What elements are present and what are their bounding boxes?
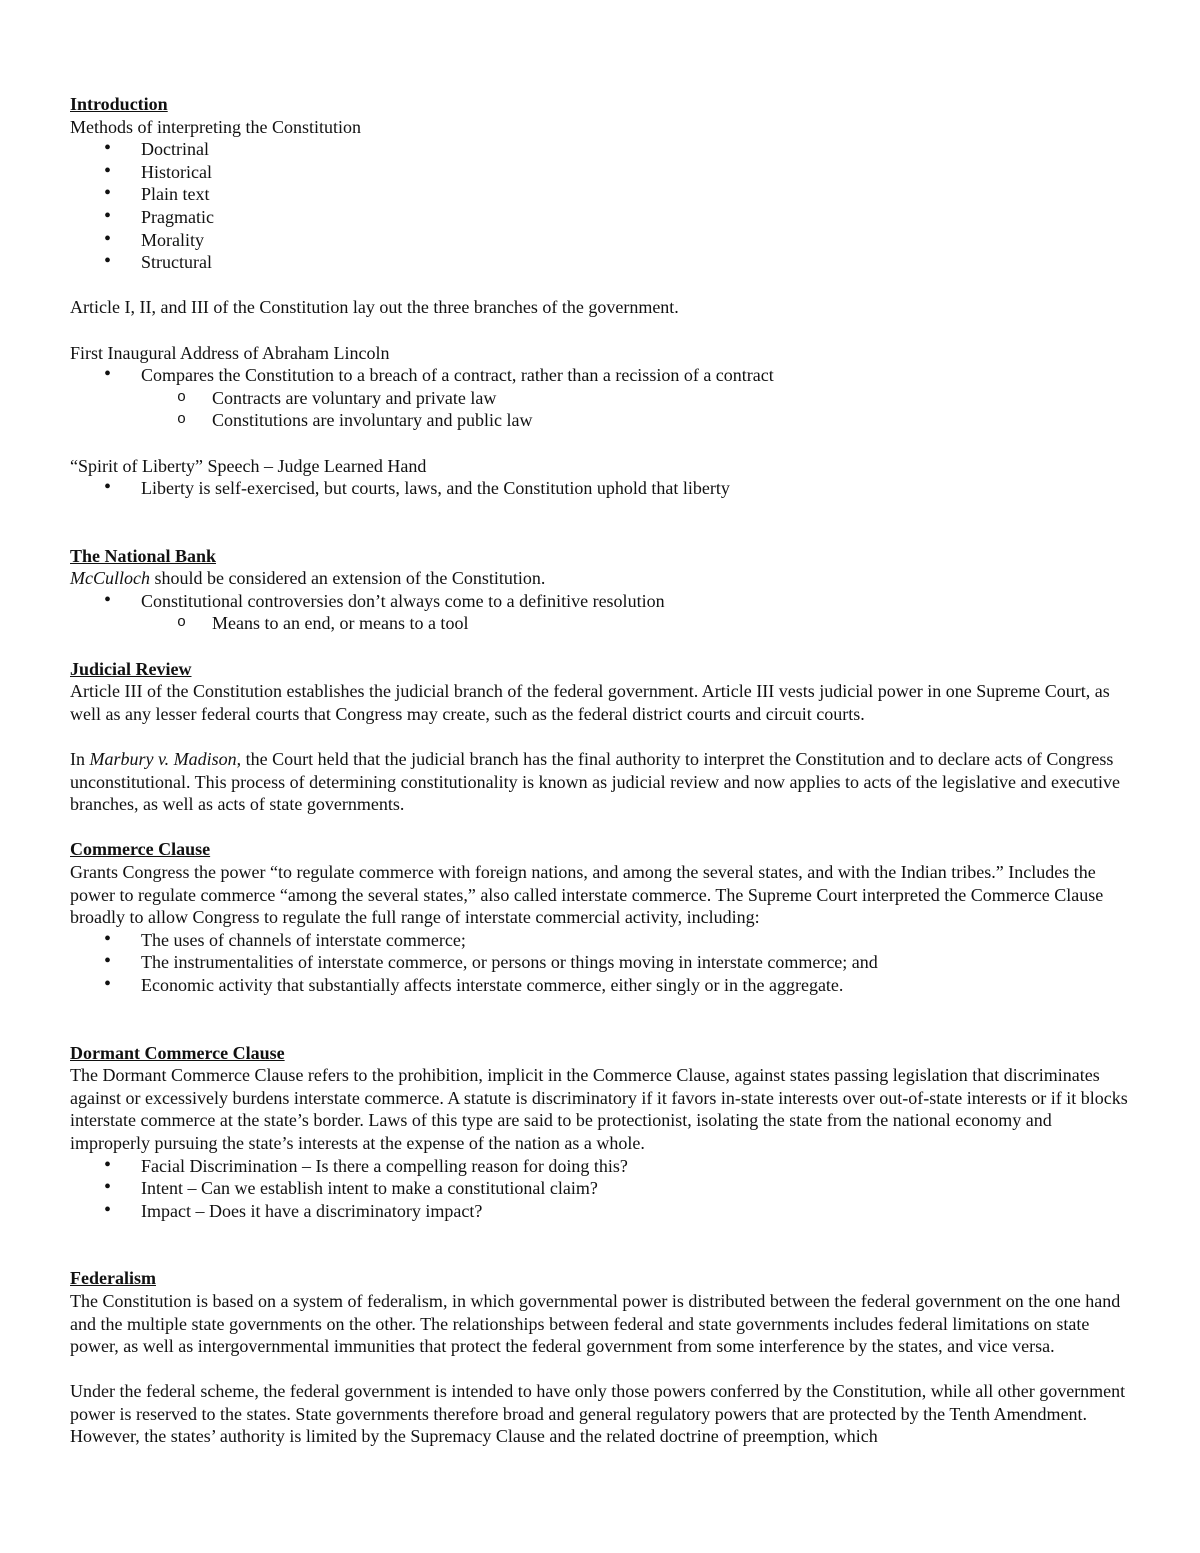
section-heading-national-bank: The National Bank bbox=[70, 545, 217, 566]
document-body bbox=[70, 93, 1135, 1448]
lincoln-sublist bbox=[70, 387, 1135, 432]
review-paragraph-2 bbox=[70, 748, 1135, 816]
section-heading-introduction: Introduction bbox=[70, 94, 168, 114]
federalism-paragraph-1: The Constitution is based on a system of federalism, in which governmental power is distributed between the federal government on the one hand and the multiple state governments on the other. The relationships between federal and state governments includes federal limitations on state power, as well as intergovernmental immunities that protect the federal government from some interference by the states, and vice versa. bbox=[70, 1290, 1121, 1357]
list-item: • Morality bbox=[70, 229, 1135, 252]
section-heading-federalism: Federalism bbox=[70, 1268, 156, 1289]
section-heading-commerce-clause: Commerce Clause bbox=[70, 839, 211, 860]
sub-list-item: o Means to an end, or means to a tool bbox=[70, 612, 1135, 635]
hand-title: “Spirit of Liberty” Speech – Judge Learned Hand bbox=[70, 455, 427, 476]
list-item: • The instrumentalities of interstate commerce, or persons or things moving in interstate commerce; and bbox=[70, 951, 1135, 974]
section-heading-dormant-commerce-clause: Dormant Commerce Clause bbox=[70, 1042, 285, 1063]
list-item: • Historical bbox=[70, 161, 1135, 184]
case-name: Marbury v. Madison bbox=[89, 749, 237, 770]
list-item: • The uses of channels of interstate commerce; bbox=[70, 929, 1135, 952]
list-item: • Intent – Can we establish intent to make a constitutional claim? bbox=[70, 1177, 1135, 1200]
bank-sublist bbox=[70, 612, 1135, 635]
commerce-list bbox=[70, 929, 1135, 997]
review-paragraph-1: Article III of the Constitution establishes the judicial branch of the federal government. Article III vests judicial power in one Supreme Court, as well as any lesser federal courts that Congress may create, such as the federal district courts and circuit courts. bbox=[70, 681, 1110, 724]
methods-list bbox=[70, 138, 1135, 274]
federalism-paragraph-2: Under the federal scheme, the federal government is intended to have only those powers conferred by the Constitution, while all other government power is reserved to the states. State governments therefore broad and general regulatory powers that are protected by the Tenth Amendment. However, the states’ authority is limited by the Supremacy Clause and the related doctrine of preemption, which bbox=[70, 1381, 1126, 1447]
lincoln-list bbox=[70, 364, 1135, 387]
bank-list bbox=[70, 590, 1135, 613]
sub-list-item: o Constitutions are involuntary and public law bbox=[70, 409, 1135, 432]
dormant-list bbox=[70, 1155, 1135, 1223]
list-item: • Doctrinal bbox=[70, 138, 1135, 161]
list-item: • Plain text bbox=[70, 183, 1135, 206]
list-item: • Pragmatic bbox=[70, 206, 1135, 229]
methods-title: Methods of interpreting the Constitution bbox=[70, 116, 361, 137]
list-item: • Liberty is self-exercised, but courts, laws, and the Constitution uphold that liberty bbox=[70, 477, 1135, 500]
commerce-paragraph: Grants Congress the power “to regulate commerce with foreign nations, and among the several states, and with the Indian tribes.” Includes the power to regulate commerce “among the several states,” also called interstate commerce. The Supreme Court interpreted the Commerce Clause broadly to allow Congress to regulate the full range of interstate commercial activity, including: bbox=[70, 862, 1104, 928]
bank-paragraph bbox=[70, 567, 1135, 590]
bank-text: should be considered an extension of the Constitution. bbox=[149, 568, 546, 589]
sub-list-item: o Contracts are voluntary and private law bbox=[70, 387, 1135, 410]
lincoln-title: First Inaugural Address of Abraham Lincoln bbox=[70, 342, 390, 363]
hand-list bbox=[70, 477, 1135, 500]
articles-paragraph: Article I, II, and III of the Constitution lay out the three branches of the government. bbox=[70, 297, 679, 318]
list-item: • Economic activity that substantially affects interstate commerce, either singly or in the aggregate. bbox=[70, 974, 1135, 997]
review-text: , the Court held that the judicial branch has the final authority to interpret the Constitution and to declare acts of Congress unconstitutional. This process of determining constitutionality is known as judicial review and now applies to acts of the legislative and executive branches, as well as acts of state governments. bbox=[70, 749, 1120, 815]
section-heading-judicial-review: Judicial Review bbox=[70, 658, 192, 679]
list-item: • Structural bbox=[70, 251, 1135, 274]
list-item: • Facial Discrimination – Is there a compelling reason for doing this? bbox=[70, 1155, 1135, 1178]
review-text: In bbox=[70, 749, 90, 770]
list-item: • Compares the Constitution to a breach of a contract, rather than a recission of a contract bbox=[70, 364, 1135, 387]
dormant-paragraph: The Dormant Commerce Clause refers to the prohibition, implicit in the Commerce Clause, against states passing legislation that discriminates against or excessively burdens interstate commerce. A statute is discriminatory if it favors in-state interests over out-of-state interests or if it blocks interstate commerce at the state’s border. Laws of this type are said to be protectionist, isolating the state from the national economy and improperly pursuing the state’s interests at the expense of the nation as a whole. bbox=[70, 1065, 1128, 1153]
case-name: McCulloch bbox=[70, 568, 150, 589]
list-item: • Impact – Does it have a discriminatory impact? bbox=[70, 1200, 1135, 1223]
list-item: • Constitutional controversies don’t always come to a definitive resolution bbox=[70, 590, 1135, 613]
